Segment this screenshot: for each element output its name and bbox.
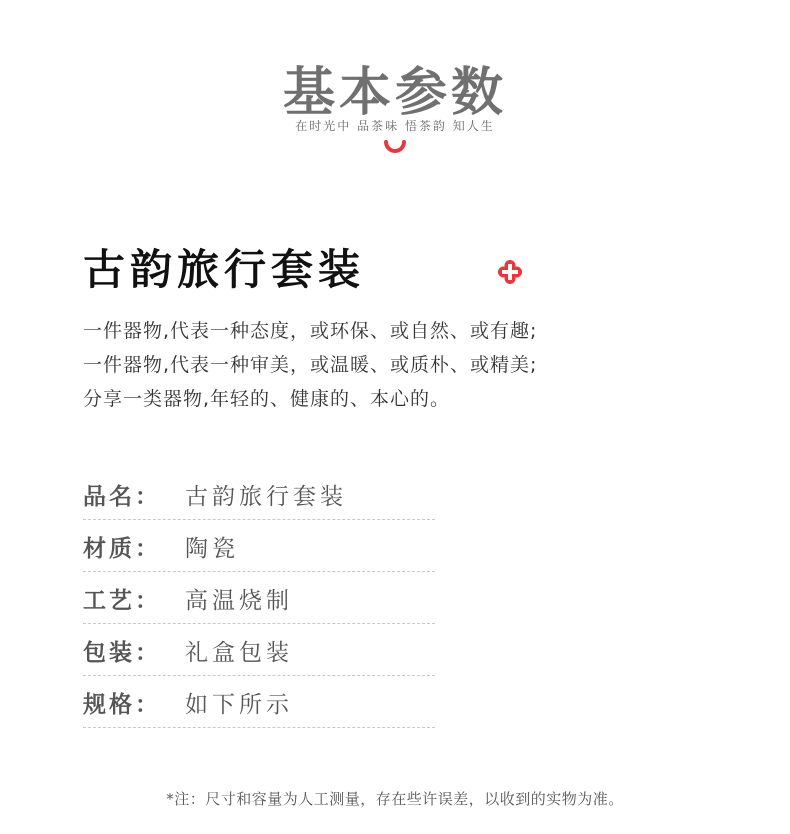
- spec-value: 古韵旅行套装: [185, 484, 347, 510]
- red-arc-icon: [383, 140, 407, 154]
- header-title: 基本参数: [282, 62, 507, 123]
- spec-label: 工艺：: [83, 588, 161, 614]
- spec-label: 材质：: [83, 536, 161, 562]
- description-line: 一件器物,代表一种审美，或温暖、或质朴、或精美;: [83, 354, 538, 376]
- header-subtitle: 在时光中 品茶味 悟茶韵 知人生: [295, 119, 495, 133]
- spec-label: 包装：: [83, 640, 161, 666]
- spec-row-material: [83, 520, 435, 572]
- spec-value: 礼盒包装: [185, 640, 293, 666]
- product-description: [83, 314, 703, 416]
- product-title: 古韵旅行套装: [83, 245, 366, 294]
- spec-label: 规格：: [83, 692, 161, 718]
- spec-row-size: [83, 676, 435, 728]
- spec-label: 品名：: [83, 484, 161, 510]
- spec-row-name: [83, 468, 435, 520]
- footnote: *注：尺寸和容量为人工测量，存在些许误差，以收到的实物为准。: [166, 790, 624, 808]
- spec-value: 如下所示: [185, 692, 293, 718]
- spec-row-craft: [83, 572, 435, 624]
- spec-row-packaging: [83, 624, 435, 676]
- flower-icon: [497, 259, 523, 285]
- spec-value: 陶瓷: [185, 536, 239, 562]
- description-line: 分享一类器物,年轻的、健康的、本心的。: [83, 388, 451, 410]
- description-line: 一件器物,代表一种态度，或环保、或自然、或有趣;: [83, 320, 538, 342]
- spec-table: [83, 468, 435, 728]
- spec-value: 高温烧制: [185, 588, 293, 614]
